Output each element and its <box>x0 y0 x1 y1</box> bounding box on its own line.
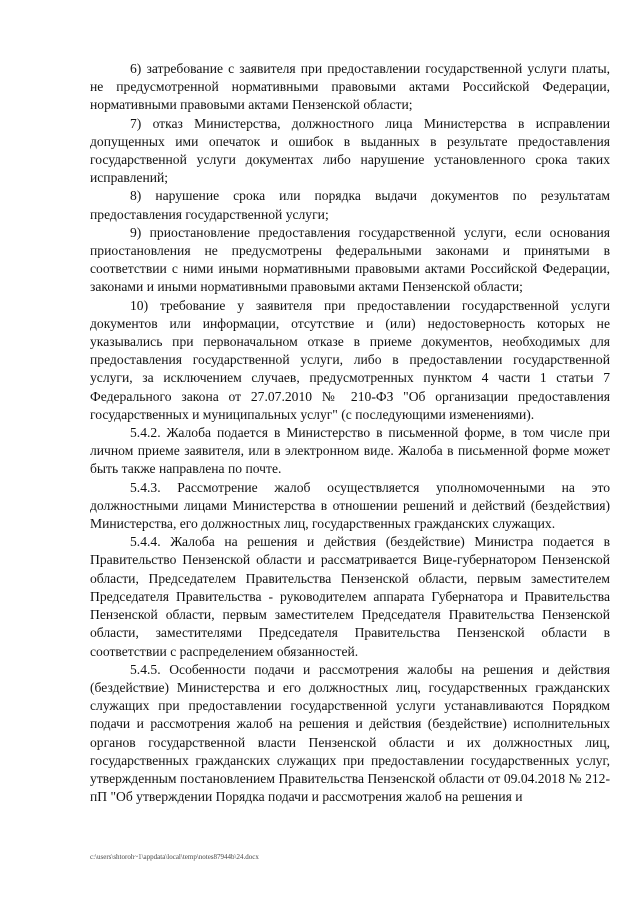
list-item-10: 10) требование у заявителя при предоставлении государственной услуги документов или информации, отсутствие и (или) недостоверность которых не указывались при первоначальном отказе в приеме документов, необходимых для предоставления государственной услуги, либо в предоставлении государственной услуги, за исключением случаев, предусмотренных пунктом 4 части 1 статьи 7 Федерального закона от 27.07.2010 № 210-ФЗ "Об организации предоставления государственных и муниципальных услуг" (с последующими изменениями). <box>90 297 610 422</box>
list-item-7: 7) отказ Министерства, должностного лица Министерства в исправлении допущенных ими опечаток и ошибок в выданных в результате предоставления государственной услуги документах либо нарушение установленного срока таких исправлений; <box>90 115 610 186</box>
section-5-4-3: 5.4.3. Рассмотрение жалоб осуществляется уполномоченными на это должностными лицами Министерства в отношении решений и действий (бездействия) Министерства, его должностных лиц, государственных гражданских служащих. <box>90 479 610 532</box>
footer-file-path: c:\users\shtoroh~1\appdata\local\temp\notes87944b\24.docx <box>90 853 259 861</box>
list-item-6: 6) затребование с заявителя при предоставлении государственной услуги платы, не предусмотренной нормативными правовыми актами Российской Федерации, нормативными правовыми актами Пензенской области; <box>90 61 610 113</box>
document-body <box>90 60 610 806</box>
list-item-8: 8) нарушение срока или порядка выдачи документов по результатам предоставления государственной услуги; <box>90 188 610 222</box>
section-5-4-2: 5.4.2. Жалоба подается в Министерство в письменной форме, в том числе при личном приеме заявителя, или в электронном виде. Жалоба в письменной форме может быть также направлена по почте. <box>90 425 610 477</box>
list-item-9: 9) приостановление предоставления государственной услуги, если основания приостановления не предусмотрены федеральными законами и принятыми в соответствии с ними иными нормативными правовыми актами Российской Федерации, законами и иными нормативными правовыми актами Пензенской области; <box>90 224 610 295</box>
section-5-4-4: 5.4.4. Жалоба на решения и действия (бездействие) Министра подается в Правительство Пензенской области и рассматривается Вице-губернатором Пензенской области, Председателем Правительства Пензенской области, первым заместителем Председателя Правительства - руководителем аппарата Губернатора и Правительства Пензенской области, первым заместителем Председателя Правительства Пензенской области, заместителями Председателя Правительства Пензенской области в соответствии с распределением обязанностей. <box>90 534 610 659</box>
section-5-4-5: 5.4.5. Особенности подачи и рассмотрения жалобы на решения и действия (бездействие) Министерства и его должностных лиц, государственных гражданских служащих при предоставлении государственной услуги устанавливаются Порядком подачи и рассмотрения жалоб на решения и действия (бездействие) исполнительных органов государственной власти Пензенской области и их должностных лиц, государственных гражданских служащих при предоставлении государственных услуг, утвержденным постановлением Правительства Пензенской области от 09.04.2018 № 212-пП "Об утверждении Порядка подачи и рассмотрения жалоб на решения и <box>90 661 610 805</box>
